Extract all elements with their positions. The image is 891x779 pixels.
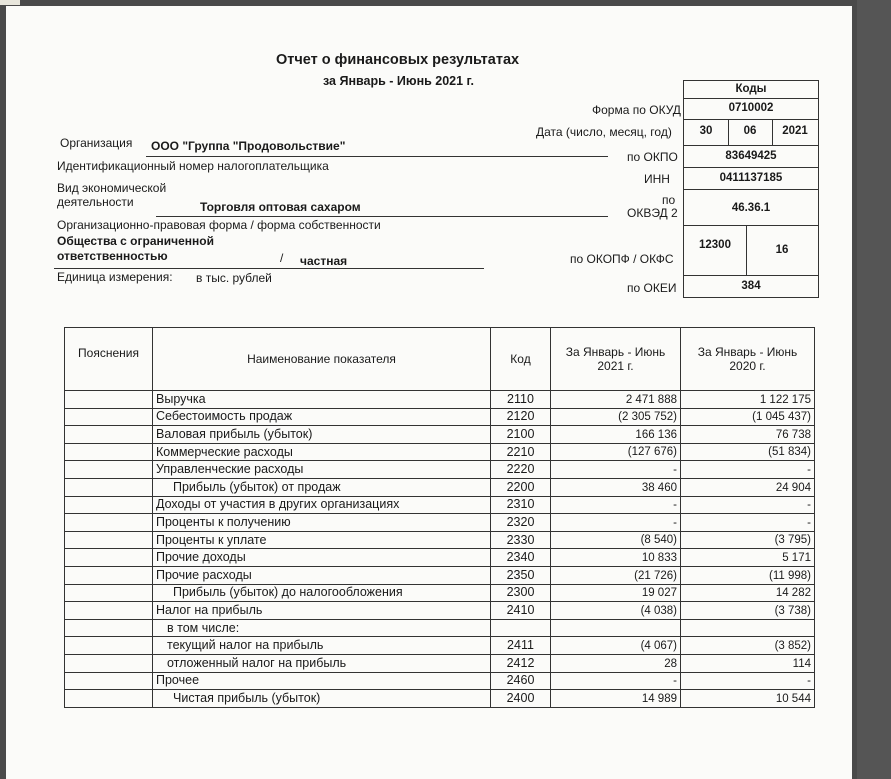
table-row	[65, 672, 815, 690]
okved-label: ОКВЭД 2	[627, 206, 678, 220]
table-row	[65, 654, 815, 672]
indicator-code: 2310	[491, 496, 551, 514]
value-2021: (127 676)	[551, 443, 681, 461]
table-row	[65, 690, 815, 708]
header-2020: За Январь - Июнь 2020 г.	[681, 328, 815, 391]
table-row	[65, 602, 815, 620]
value-2020: (1 045 437)	[681, 408, 815, 426]
table-row	[65, 408, 815, 426]
table-row	[65, 531, 815, 549]
notes-cell	[65, 408, 153, 426]
value-2021: -	[551, 672, 681, 690]
notes-cell	[65, 672, 153, 690]
notes-cell	[65, 566, 153, 584]
table-row	[65, 443, 815, 461]
indicator-code: 2320	[491, 514, 551, 532]
okopf-label: по ОКОПФ / ОКФС	[570, 252, 674, 266]
notes-cell	[65, 496, 153, 514]
indicator-code: 2350	[491, 566, 551, 584]
value-2020: 24 904	[681, 478, 815, 496]
value-2021: 14 989	[551, 690, 681, 708]
table-row	[65, 496, 815, 514]
indicator-name: в том числе:	[153, 619, 491, 637]
legal-form-underline	[54, 268, 484, 269]
value-2021: -	[551, 496, 681, 514]
header-2021: За Январь - Июнь 2021 г.	[551, 328, 681, 391]
viewer-background	[857, 0, 891, 779]
indicator-name: Выручка	[153, 391, 491, 409]
okpo-label: по ОКПО	[627, 150, 678, 164]
indicator-code: 2200	[491, 478, 551, 496]
table-row	[65, 584, 815, 602]
notes-cell	[65, 549, 153, 567]
notes-cell	[65, 637, 153, 655]
value-2020: (11 998)	[681, 566, 815, 584]
org-underline	[146, 156, 608, 157]
value-2020	[681, 619, 815, 637]
indicator-name: отложенный налог на прибыль	[153, 654, 491, 672]
table-row	[65, 426, 815, 444]
activity-underline	[156, 216, 608, 217]
table-row	[65, 391, 815, 409]
indicator-name: Прибыль (убыток) до налогообложения	[153, 584, 491, 602]
codes-box	[683, 80, 819, 298]
value-2021: 2 471 888	[551, 391, 681, 409]
okved-code: 46.36.1	[731, 202, 771, 214]
indicator-code: 2330	[491, 531, 551, 549]
indicator-code: 2400	[491, 690, 551, 708]
header-code: Код	[491, 328, 551, 391]
date-day: 30	[699, 125, 713, 137]
value-2021: (4 067)	[551, 637, 681, 655]
value-2021: (8 540)	[551, 531, 681, 549]
indicator-code: 2410	[491, 602, 551, 620]
indicator-code: 2210	[491, 443, 551, 461]
indicator-code	[491, 619, 551, 637]
indicator-name: Коммерческие расходы	[153, 443, 491, 461]
okpo-code: 83649425	[725, 150, 777, 162]
value-2021: (2 305 752)	[551, 408, 681, 426]
value-2021: (21 726)	[551, 566, 681, 584]
indicator-code: 2120	[491, 408, 551, 426]
value-2021: 10 833	[551, 549, 681, 567]
value-2021: (4 038)	[551, 602, 681, 620]
value-2020: -	[681, 514, 815, 532]
okved-po-label: по	[662, 193, 676, 207]
indicator-name: Проценты к уплате	[153, 531, 491, 549]
window-corner	[0, 0, 20, 5]
legal-form-slash: /	[280, 251, 284, 265]
date-label: Дата (число, месяц, год)	[536, 125, 672, 139]
indicator-code: 2110	[491, 391, 551, 409]
indicator-name: Прибыль (убыток) от продаж	[153, 478, 491, 496]
value-2021: 28	[551, 654, 681, 672]
okud-code: 0710002	[728, 102, 774, 114]
value-2020: 14 282	[681, 584, 815, 602]
table-row	[65, 478, 815, 496]
value-2021: -	[551, 461, 681, 479]
inn-label: Идентификационный номер налогоплательщика	[57, 159, 329, 173]
notes-cell	[65, 654, 153, 672]
indicator-name: Управленческие расходы	[153, 461, 491, 479]
value-2020: 10 544	[681, 690, 815, 708]
okud-label: Форма по ОКУД	[592, 103, 681, 117]
indicator-code: 2460	[491, 672, 551, 690]
activity-value: Торговля оптовая сахаром	[200, 200, 361, 214]
legal-form-value-2: ответственностью	[57, 249, 168, 263]
indicator-code: 2340	[491, 549, 551, 567]
inn-code: 0411137185	[719, 172, 783, 184]
okei-label: по ОКЕИ	[627, 281, 677, 295]
value-2020: (51 834)	[681, 443, 815, 461]
indicator-name: Доходы от участия в других организациях	[153, 496, 491, 514]
value-2020: -	[681, 461, 815, 479]
value-2021: 38 460	[551, 478, 681, 496]
value-2021	[551, 619, 681, 637]
ownership-value: частная	[300, 254, 348, 268]
table-row	[65, 514, 815, 532]
document-title: Отчет о финансовых результатах	[276, 52, 520, 68]
value-2020: (3 738)	[681, 602, 815, 620]
notes-cell	[65, 619, 153, 637]
value-2020: (3 852)	[681, 637, 815, 655]
header-indicator: Наименование показателя	[153, 328, 491, 391]
header-notes: Пояснения	[65, 328, 153, 391]
financial-results-table	[64, 327, 815, 708]
table-row	[65, 566, 815, 584]
value-2020: 114	[681, 654, 815, 672]
notes-cell	[65, 584, 153, 602]
notes-cell	[65, 514, 153, 532]
value-2020: -	[681, 672, 815, 690]
table-row	[65, 619, 815, 637]
legal-form-value-1: Общества с ограниченной	[57, 234, 214, 248]
document-period: за Январь - Июнь 2021 г.	[323, 74, 474, 88]
indicator-name: Налог на прибыль	[153, 602, 491, 620]
activity-label-1: Вид экономической	[57, 181, 167, 195]
date-year: 2021	[782, 125, 808, 137]
notes-cell	[65, 391, 153, 409]
value-2021: 166 136	[551, 426, 681, 444]
org-name: ООО "Группа "Продовольствие"	[151, 139, 346, 153]
notes-cell	[65, 531, 153, 549]
indicator-name: Прочие доходы	[153, 549, 491, 567]
indicator-name: Проценты к получению	[153, 514, 491, 532]
indicator-name: текущий налог на прибыль	[153, 637, 491, 655]
inn-short-label: ИНН	[644, 172, 670, 186]
value-2020: (3 795)	[681, 531, 815, 549]
indicator-name: Чистая прибыль (убыток)	[153, 690, 491, 708]
notes-cell	[65, 690, 153, 708]
table-row	[65, 461, 815, 479]
indicator-code: 2411	[491, 637, 551, 655]
activity-label-2: деятельности	[57, 195, 134, 209]
indicator-code: 2300	[491, 584, 551, 602]
okei-code: 384	[741, 280, 761, 292]
legal-form-label: Организационно-правовая форма / форма собственности	[57, 218, 381, 232]
unit-value: в тыс. рублей	[196, 271, 272, 285]
indicator-name: Прочее	[153, 672, 491, 690]
indicator-code: 2412	[491, 654, 551, 672]
notes-cell	[65, 602, 153, 620]
notes-cell	[65, 461, 153, 479]
indicator-code: 2100	[491, 426, 551, 444]
table-row	[65, 637, 815, 655]
okfs-code: 16	[775, 244, 789, 256]
unit-label: Единица измерения:	[57, 270, 173, 284]
notes-cell	[65, 478, 153, 496]
table-header-row	[65, 328, 815, 391]
indicator-name: Валовая прибыль (убыток)	[153, 426, 491, 444]
date-month: 06	[743, 125, 757, 137]
value-2021: 19 027	[551, 584, 681, 602]
value-2020: -	[681, 496, 815, 514]
indicator-name: Себестоимость продаж	[153, 408, 491, 426]
codes-header: Коды	[735, 83, 767, 95]
value-2020: 5 171	[681, 549, 815, 567]
okopf-code: 12300	[699, 239, 731, 251]
notes-cell	[65, 426, 153, 444]
indicator-code: 2220	[491, 461, 551, 479]
notes-cell	[65, 443, 153, 461]
table-row	[65, 549, 815, 567]
org-label: Организация	[60, 136, 133, 150]
value-2020: 1 122 175	[681, 391, 815, 409]
value-2020: 76 738	[681, 426, 815, 444]
value-2021: -	[551, 514, 681, 532]
indicator-name: Прочие расходы	[153, 566, 491, 584]
